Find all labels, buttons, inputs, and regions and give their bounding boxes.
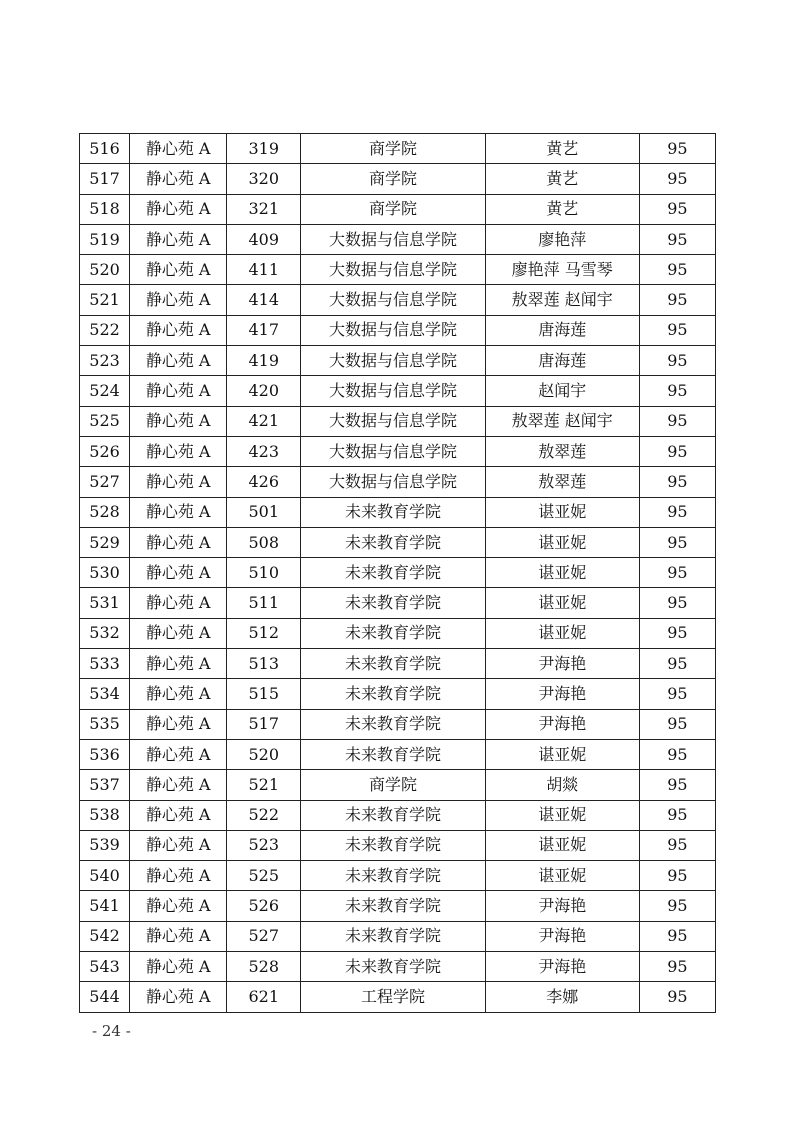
room-number: 513 bbox=[227, 649, 301, 679]
table-row bbox=[80, 800, 716, 830]
table-row bbox=[80, 921, 716, 951]
score: 95 bbox=[639, 376, 715, 406]
responsible-person: 廖艳萍 bbox=[485, 224, 639, 254]
room-number: 521 bbox=[227, 770, 301, 800]
table-row bbox=[80, 194, 716, 224]
score: 95 bbox=[639, 497, 715, 527]
department-name: 未来教育学院 bbox=[301, 921, 485, 951]
row-number: 535 bbox=[80, 709, 130, 739]
responsible-person: 敖翠莲 bbox=[485, 436, 639, 466]
building-name: 静心苑 A bbox=[130, 558, 227, 588]
building-name: 静心苑 A bbox=[130, 770, 227, 800]
row-number: 526 bbox=[80, 436, 130, 466]
table-row bbox=[80, 134, 716, 164]
score: 95 bbox=[639, 134, 715, 164]
department-name: 未来教育学院 bbox=[301, 588, 485, 618]
table-row bbox=[80, 285, 716, 315]
row-number: 520 bbox=[80, 255, 130, 285]
responsible-person: 谌亚妮 bbox=[485, 558, 639, 588]
building-name: 静心苑 A bbox=[130, 800, 227, 830]
row-number: 534 bbox=[80, 679, 130, 709]
building-name: 静心苑 A bbox=[130, 891, 227, 921]
row-number: 541 bbox=[80, 891, 130, 921]
score: 95 bbox=[639, 164, 715, 194]
row-number: 538 bbox=[80, 800, 130, 830]
responsible-person: 谌亚妮 bbox=[485, 861, 639, 891]
room-number: 621 bbox=[227, 982, 301, 1012]
department-name: 未来教育学院 bbox=[301, 558, 485, 588]
department-name: 未来教育学院 bbox=[301, 891, 485, 921]
responsible-person: 谌亚妮 bbox=[485, 739, 639, 769]
responsible-person: 尹海艳 bbox=[485, 649, 639, 679]
row-number: 522 bbox=[80, 315, 130, 345]
building-name: 静心苑 A bbox=[130, 649, 227, 679]
row-number: 531 bbox=[80, 588, 130, 618]
department-name: 大数据与信息学院 bbox=[301, 436, 485, 466]
responsible-person: 谌亚妮 bbox=[485, 527, 639, 557]
department-name: 大数据与信息学院 bbox=[301, 224, 485, 254]
responsible-person: 尹海艳 bbox=[485, 952, 639, 982]
row-number: 544 bbox=[80, 982, 130, 1012]
row-number: 532 bbox=[80, 618, 130, 648]
score: 95 bbox=[639, 588, 715, 618]
room-number: 523 bbox=[227, 830, 301, 860]
building-name: 静心苑 A bbox=[130, 739, 227, 769]
responsible-person: 谌亚妮 bbox=[485, 497, 639, 527]
table-row bbox=[80, 346, 716, 376]
score: 95 bbox=[639, 891, 715, 921]
table-row bbox=[80, 861, 716, 891]
score: 95 bbox=[639, 800, 715, 830]
responsible-person: 尹海艳 bbox=[485, 921, 639, 951]
responsible-person: 谌亚妮 bbox=[485, 618, 639, 648]
row-number: 533 bbox=[80, 649, 130, 679]
department-name: 商学院 bbox=[301, 164, 485, 194]
department-name: 未来教育学院 bbox=[301, 830, 485, 860]
room-number: 320 bbox=[227, 164, 301, 194]
room-number: 522 bbox=[227, 800, 301, 830]
responsible-person: 唐海莲 bbox=[485, 346, 639, 376]
score: 95 bbox=[639, 649, 715, 679]
score: 95 bbox=[639, 346, 715, 376]
responsible-person: 黄艺 bbox=[485, 164, 639, 194]
score: 95 bbox=[639, 406, 715, 436]
score: 95 bbox=[639, 982, 715, 1012]
room-number: 526 bbox=[227, 891, 301, 921]
row-number: 536 bbox=[80, 739, 130, 769]
room-number: 510 bbox=[227, 558, 301, 588]
building-name: 静心苑 A bbox=[130, 679, 227, 709]
row-number: 524 bbox=[80, 376, 130, 406]
score: 95 bbox=[639, 315, 715, 345]
department-name: 未来教育学院 bbox=[301, 527, 485, 557]
row-number: 540 bbox=[80, 861, 130, 891]
score: 95 bbox=[639, 194, 715, 224]
row-number: 521 bbox=[80, 285, 130, 315]
department-name: 大数据与信息学院 bbox=[301, 346, 485, 376]
row-number: 518 bbox=[80, 194, 130, 224]
building-name: 静心苑 A bbox=[130, 527, 227, 557]
building-name: 静心苑 A bbox=[130, 224, 227, 254]
building-name: 静心苑 A bbox=[130, 436, 227, 466]
building-name: 静心苑 A bbox=[130, 588, 227, 618]
department-name: 大数据与信息学院 bbox=[301, 285, 485, 315]
room-number: 417 bbox=[227, 315, 301, 345]
responsible-person: 敖翠莲 赵闻宇 bbox=[485, 406, 639, 436]
building-name: 静心苑 A bbox=[130, 618, 227, 648]
table-row bbox=[80, 739, 716, 769]
department-name: 未来教育学院 bbox=[301, 497, 485, 527]
table-row bbox=[80, 770, 716, 800]
table-row bbox=[80, 406, 716, 436]
room-number: 421 bbox=[227, 406, 301, 436]
responsible-person: 胡燚 bbox=[485, 770, 639, 800]
table-row bbox=[80, 315, 716, 345]
table-row bbox=[80, 588, 716, 618]
department-name: 未来教育学院 bbox=[301, 618, 485, 648]
responsible-person: 谌亚妮 bbox=[485, 830, 639, 860]
table-row bbox=[80, 891, 716, 921]
responsible-person: 黄艺 bbox=[485, 134, 639, 164]
building-name: 静心苑 A bbox=[130, 285, 227, 315]
room-number: 423 bbox=[227, 436, 301, 466]
department-name: 未来教育学院 bbox=[301, 739, 485, 769]
responsible-person: 唐海莲 bbox=[485, 315, 639, 345]
score: 95 bbox=[639, 739, 715, 769]
row-number: 542 bbox=[80, 921, 130, 951]
building-name: 静心苑 A bbox=[130, 134, 227, 164]
score: 95 bbox=[639, 952, 715, 982]
row-number: 539 bbox=[80, 830, 130, 860]
page-number: - 24 - bbox=[92, 1022, 131, 1040]
room-number: 525 bbox=[227, 861, 301, 891]
room-number: 520 bbox=[227, 739, 301, 769]
room-number: 511 bbox=[227, 588, 301, 618]
dormitory-score-table bbox=[79, 133, 716, 1013]
department-name: 未来教育学院 bbox=[301, 649, 485, 679]
score: 95 bbox=[639, 436, 715, 466]
room-number: 414 bbox=[227, 285, 301, 315]
room-number: 321 bbox=[227, 194, 301, 224]
table-row bbox=[80, 436, 716, 466]
score: 95 bbox=[639, 830, 715, 860]
table-row bbox=[80, 255, 716, 285]
responsible-person: 敖翠莲 赵闻宇 bbox=[485, 285, 639, 315]
building-name: 静心苑 A bbox=[130, 467, 227, 497]
row-number: 519 bbox=[80, 224, 130, 254]
building-name: 静心苑 A bbox=[130, 497, 227, 527]
row-number: 537 bbox=[80, 770, 130, 800]
responsible-person: 赵闻宇 bbox=[485, 376, 639, 406]
score: 95 bbox=[639, 255, 715, 285]
score: 95 bbox=[639, 558, 715, 588]
responsible-person: 尹海艳 bbox=[485, 679, 639, 709]
row-number: 525 bbox=[80, 406, 130, 436]
room-number: 409 bbox=[227, 224, 301, 254]
row-number: 529 bbox=[80, 527, 130, 557]
building-name: 静心苑 A bbox=[130, 830, 227, 860]
score: 95 bbox=[639, 709, 715, 739]
responsible-person: 敖翠莲 bbox=[485, 467, 639, 497]
responsible-person: 尹海艳 bbox=[485, 891, 639, 921]
table-row bbox=[80, 709, 716, 739]
room-number: 419 bbox=[227, 346, 301, 376]
score: 95 bbox=[639, 921, 715, 951]
table-row bbox=[80, 952, 716, 982]
department-name: 大数据与信息学院 bbox=[301, 376, 485, 406]
room-number: 426 bbox=[227, 467, 301, 497]
room-number: 512 bbox=[227, 618, 301, 648]
room-number: 528 bbox=[227, 952, 301, 982]
room-number: 527 bbox=[227, 921, 301, 951]
building-name: 静心苑 A bbox=[130, 255, 227, 285]
row-number: 517 bbox=[80, 164, 130, 194]
building-name: 静心苑 A bbox=[130, 406, 227, 436]
score: 95 bbox=[639, 679, 715, 709]
department-name: 大数据与信息学院 bbox=[301, 315, 485, 345]
department-name: 未来教育学院 bbox=[301, 861, 485, 891]
table-row bbox=[80, 376, 716, 406]
room-number: 508 bbox=[227, 527, 301, 557]
building-name: 静心苑 A bbox=[130, 982, 227, 1012]
score: 95 bbox=[639, 618, 715, 648]
responsible-person: 谌亚妮 bbox=[485, 800, 639, 830]
building-name: 静心苑 A bbox=[130, 164, 227, 194]
score: 95 bbox=[639, 861, 715, 891]
building-name: 静心苑 A bbox=[130, 194, 227, 224]
table-row bbox=[80, 649, 716, 679]
building-name: 静心苑 A bbox=[130, 952, 227, 982]
department-name: 大数据与信息学院 bbox=[301, 406, 485, 436]
table-row bbox=[80, 527, 716, 557]
score: 95 bbox=[639, 527, 715, 557]
row-number: 523 bbox=[80, 346, 130, 376]
department-name: 商学院 bbox=[301, 770, 485, 800]
score: 95 bbox=[639, 770, 715, 800]
table-body bbox=[80, 134, 716, 1013]
table-row bbox=[80, 467, 716, 497]
score: 95 bbox=[639, 285, 715, 315]
building-name: 静心苑 A bbox=[130, 861, 227, 891]
row-number: 530 bbox=[80, 558, 130, 588]
department-name: 工程学院 bbox=[301, 982, 485, 1012]
row-number: 516 bbox=[80, 134, 130, 164]
responsible-person: 尹海艳 bbox=[485, 709, 639, 739]
room-number: 517 bbox=[227, 709, 301, 739]
building-name: 静心苑 A bbox=[130, 315, 227, 345]
building-name: 静心苑 A bbox=[130, 709, 227, 739]
score: 95 bbox=[639, 224, 715, 254]
room-number: 411 bbox=[227, 255, 301, 285]
table-row bbox=[80, 618, 716, 648]
department-name: 商学院 bbox=[301, 194, 485, 224]
building-name: 静心苑 A bbox=[130, 346, 227, 376]
responsible-person: 廖艳萍 马雪琴 bbox=[485, 255, 639, 285]
score: 95 bbox=[639, 467, 715, 497]
department-name: 大数据与信息学院 bbox=[301, 467, 485, 497]
department-name: 未来教育学院 bbox=[301, 800, 485, 830]
row-number: 528 bbox=[80, 497, 130, 527]
building-name: 静心苑 A bbox=[130, 376, 227, 406]
department-name: 商学院 bbox=[301, 134, 485, 164]
room-number: 319 bbox=[227, 134, 301, 164]
table-row bbox=[80, 558, 716, 588]
department-name: 未来教育学院 bbox=[301, 679, 485, 709]
table-row bbox=[80, 224, 716, 254]
department-name: 大数据与信息学院 bbox=[301, 255, 485, 285]
row-number: 543 bbox=[80, 952, 130, 982]
table-row bbox=[80, 497, 716, 527]
responsible-person: 谌亚妮 bbox=[485, 588, 639, 618]
room-number: 515 bbox=[227, 679, 301, 709]
row-number: 527 bbox=[80, 467, 130, 497]
responsible-person: 黄艺 bbox=[485, 194, 639, 224]
room-number: 501 bbox=[227, 497, 301, 527]
table-row bbox=[80, 164, 716, 194]
department-name: 未来教育学院 bbox=[301, 952, 485, 982]
table-row bbox=[80, 679, 716, 709]
room-number: 420 bbox=[227, 376, 301, 406]
responsible-person: 李娜 bbox=[485, 982, 639, 1012]
department-name: 未来教育学院 bbox=[301, 709, 485, 739]
table-row bbox=[80, 830, 716, 860]
building-name: 静心苑 A bbox=[130, 921, 227, 951]
table-row bbox=[80, 982, 716, 1012]
